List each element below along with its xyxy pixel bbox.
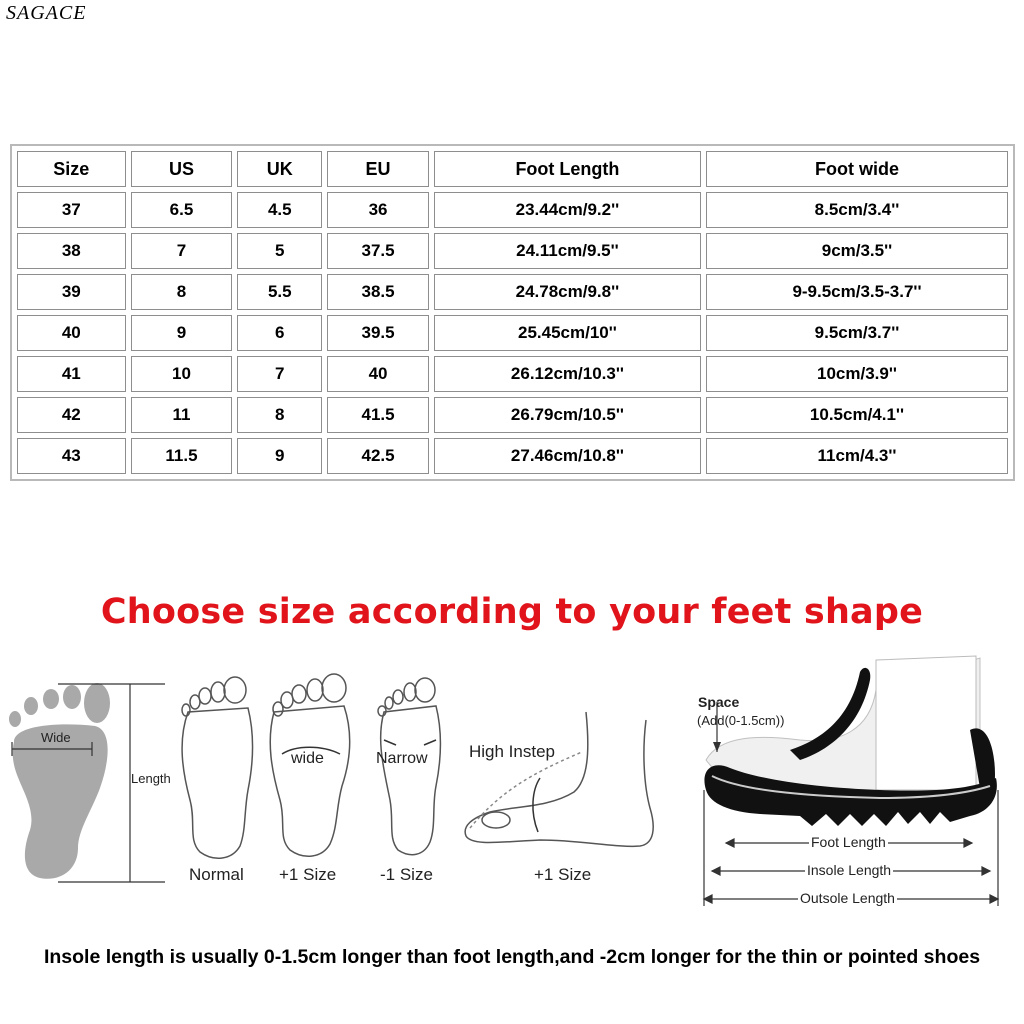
cell-foot-wide: 9.5cm/3.7'' — [706, 315, 1008, 351]
header-foot-length: Foot Length — [434, 151, 701, 187]
header-us: US — [131, 151, 233, 187]
cell-us: 11.5 — [131, 438, 233, 474]
cell-uk: 7 — [237, 356, 322, 392]
normal-caption: Normal — [189, 865, 244, 884]
cell-foot-length: 26.12cm/10.3'' — [434, 356, 701, 392]
narrow-caption: -1 Size — [380, 865, 433, 884]
cell-eu: 38.5 — [327, 274, 429, 310]
cell-foot-wide: 8.5cm/3.4'' — [706, 192, 1008, 228]
high-instep-caption: +1 Size — [534, 865, 592, 884]
header-size: Size — [17, 151, 126, 187]
cell-eu: 41.5 — [327, 397, 429, 433]
cell-foot-wide: 9cm/3.5'' — [706, 233, 1008, 269]
cell-foot-length: 27.46cm/10.8'' — [434, 438, 701, 474]
cell-us: 10 — [131, 356, 233, 392]
cell-eu: 36 — [327, 192, 429, 228]
wide-label: Wide — [37, 730, 75, 745]
cell-size: 43 — [17, 438, 126, 474]
cell-eu: 39.5 — [327, 315, 429, 351]
cell-uk: 5 — [237, 233, 322, 269]
brand-logo: SAGACE — [6, 2, 87, 24]
wide-foot-inner-label: wide — [291, 750, 324, 767]
cell-foot-length: 26.79cm/10.5'' — [434, 397, 701, 433]
cell-us: 9 — [131, 315, 233, 351]
normal-foot-icon — [182, 677, 253, 858]
cell-size: 40 — [17, 315, 126, 351]
insole-length-label: Insole Length — [807, 862, 892, 878]
cell-eu: 37.5 — [327, 233, 429, 269]
cell-uk: 9 — [237, 438, 322, 474]
cell-us: 7 — [131, 233, 233, 269]
cell-uk: 6 — [237, 315, 322, 351]
space-sublabel: (Add(0-1.5cm)) — [697, 713, 785, 728]
cell-size: 38 — [17, 233, 126, 269]
space-label: Space — [698, 694, 740, 710]
cell-foot-wide: 9-9.5cm/3.5-3.7'' — [706, 274, 1008, 310]
cell-eu: 42.5 — [327, 438, 429, 474]
foot-length-label: Foot Length — [811, 834, 886, 850]
cell-us: 6.5 — [131, 192, 233, 228]
cell-size: 42 — [17, 397, 126, 433]
length-label: Length — [131, 771, 171, 786]
wide-caption: +1 Size — [279, 865, 337, 884]
cell-us: 8 — [131, 274, 233, 310]
cell-eu: 40 — [327, 356, 429, 392]
high-instep-label: High Instep — [469, 742, 555, 761]
cell-size: 39 — [17, 274, 126, 310]
cell-us: 11 — [131, 397, 233, 433]
footer-note: Insole length is usually 0-1.5cm longer than foot length,and -2cm longer for the thin or pointed shoes — [43, 946, 981, 968]
shoe-diagram-icon — [704, 656, 996, 826]
high-instep-foot-icon — [465, 712, 653, 846]
cell-uk: 4.5 — [237, 192, 322, 228]
headline: Choose size according to your feet shape — [100, 592, 924, 632]
cell-size: 41 — [17, 356, 126, 392]
cell-size: 37 — [17, 192, 126, 228]
header-foot-wide: Foot wide — [706, 151, 1008, 187]
cell-uk: 8 — [237, 397, 322, 433]
header-eu: EU — [327, 151, 429, 187]
cell-foot-wide: 10.5cm/4.1'' — [706, 397, 1008, 433]
cell-foot-length: 25.45cm/10'' — [434, 315, 701, 351]
cell-foot-wide: 10cm/3.9'' — [706, 356, 1008, 392]
cell-foot-length: 24.78cm/9.8'' — [434, 274, 701, 310]
narrow-foot-inner-label: Narrow — [376, 750, 428, 767]
cell-uk: 5.5 — [237, 274, 322, 310]
cell-foot-wide: 11cm/4.3'' — [706, 438, 1008, 474]
gray-foot-icon — [9, 683, 110, 879]
outsole-length-label: Outsole Length — [800, 890, 895, 906]
cell-foot-length: 23.44cm/9.2'' — [434, 192, 701, 228]
header-uk: UK — [237, 151, 322, 187]
cell-foot-length: 24.11cm/9.5'' — [434, 233, 701, 269]
